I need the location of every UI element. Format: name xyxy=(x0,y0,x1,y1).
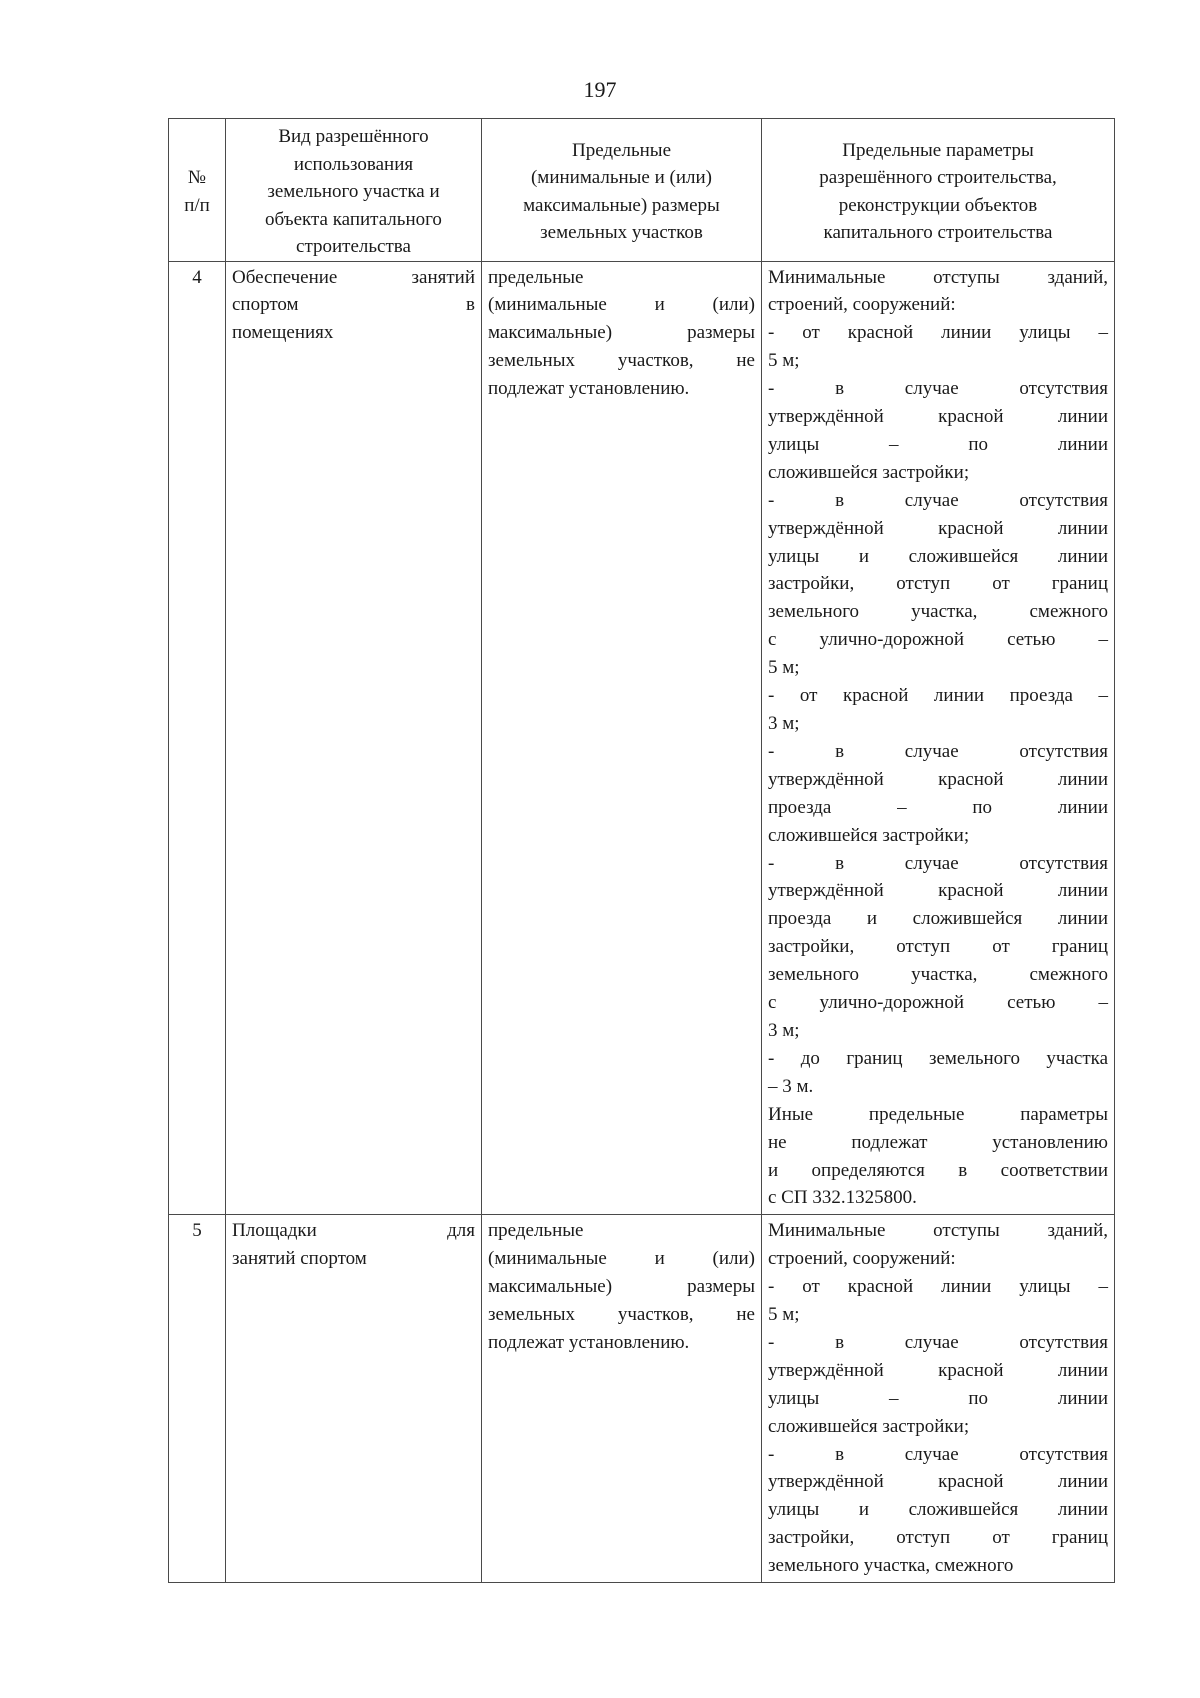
cell-line: - в случае отсутствия xyxy=(768,740,1108,762)
cell-line: – 3 м. xyxy=(768,1075,814,1097)
cell-params xyxy=(762,1215,1115,1583)
cell-line: 5 м; xyxy=(768,657,800,679)
cell-line: проезда и сложившейся линии xyxy=(768,908,1108,930)
cell-line: строений, сооружений: xyxy=(768,294,956,316)
cell-line: 3 м; xyxy=(768,1019,800,1041)
cell-line: и определяются в соответствии xyxy=(768,1159,1108,1181)
cell-line: подлежат установлению. xyxy=(488,378,690,400)
cell-line: с улично-дорожной сетью – xyxy=(768,629,1108,651)
cell-line: улицы и сложившейся линии xyxy=(768,1499,1108,1521)
cell-line: Обеспечение занятий xyxy=(232,266,475,288)
cell-line: (минимальные и (или) xyxy=(488,1248,755,1270)
cell-line: предельные xyxy=(488,266,584,288)
cell-line: утверждённой красной линии xyxy=(768,1359,1108,1381)
cell-line: утверждённой красной линии xyxy=(768,768,1108,790)
page-number: 197 xyxy=(583,77,617,102)
cell-line: занятий спортом xyxy=(232,1248,367,1270)
cell-line: застройки, отступ от границ xyxy=(768,573,1108,595)
regulations-table xyxy=(168,118,1115,1583)
table-header-row xyxy=(169,119,1115,262)
cell-line: (минимальные и (или) xyxy=(488,294,755,316)
cell-line: земельных участков, не xyxy=(488,350,755,372)
cell-line: не подлежат установлению xyxy=(768,1131,1108,1153)
cell-line: улицы – по линии xyxy=(768,1387,1108,1409)
cell-line: - в случае отсутствия xyxy=(768,489,1108,511)
cell-line: земельного участка, смежного xyxy=(768,964,1108,986)
cell-size xyxy=(482,1215,762,1583)
cell-line: - в случае отсутствия xyxy=(768,852,1108,874)
cell-line: утверждённой красной линии xyxy=(768,1471,1108,1493)
cell-line: земельных участков, не xyxy=(488,1304,755,1326)
cell-num: 5 xyxy=(169,1215,226,1583)
cell-line: 5 м; xyxy=(768,350,800,372)
cell-line: Минимальные отступы зданий, xyxy=(768,1220,1108,1242)
header-params: Предельные параметры разрешённого строительства, реконструкции объектов капитального строительства xyxy=(762,119,1115,262)
cell-line: сложившейся застройки; xyxy=(768,461,970,483)
cell-use xyxy=(226,1215,482,1583)
cell-line: сложившейся застройки; xyxy=(768,824,970,846)
table-body xyxy=(169,261,1115,1583)
cell-line: утверждённой красной линии xyxy=(768,517,1108,539)
cell-line: с улично-дорожной сетью – xyxy=(768,992,1108,1014)
cell-num: 4 xyxy=(169,261,226,1215)
cell-line: Иные предельные параметры xyxy=(768,1103,1108,1125)
cell-size xyxy=(482,261,762,1215)
cell-line: предельные xyxy=(488,1220,584,1242)
cell-line: 5 м; xyxy=(768,1304,800,1326)
header-size: Предельные (минимальные и (или) максимальные) размеры земельных участков xyxy=(482,119,762,262)
header-num: № п/п xyxy=(169,119,226,262)
cell-line: максимальные) размеры xyxy=(488,322,755,344)
cell-params xyxy=(762,261,1115,1215)
cell-line: - в случае отсутствия xyxy=(768,1331,1108,1353)
cell-line: проезда – по линии xyxy=(768,796,1108,818)
cell-line: застройки, отступ от границ xyxy=(768,1527,1108,1549)
cell-line: - в случае отсутствия xyxy=(768,1443,1108,1465)
cell-line: утверждённой красной линии xyxy=(768,880,1108,902)
cell-line: Минимальные отступы зданий, xyxy=(768,266,1108,288)
cell-line: - от красной линии улицы – xyxy=(768,322,1108,344)
cell-line: спортом в xyxy=(232,294,475,316)
cell-line: земельного участка, смежного xyxy=(768,1555,1014,1577)
cell-line: подлежат установлению. xyxy=(488,1331,690,1353)
cell-line: улицы и сложившейся линии xyxy=(768,545,1108,567)
table-row xyxy=(169,1215,1115,1583)
cell-line: застройки, отступ от границ xyxy=(768,936,1108,958)
cell-line: утверждённой красной линии xyxy=(768,406,1108,428)
cell-line: сложившейся застройки; xyxy=(768,1415,970,1437)
cell-line: - от красной линии проезда – xyxy=(768,685,1108,707)
header-use: Вид разрешённого использования земельного участка и объекта капитального строительства xyxy=(226,119,482,262)
cell-line: улицы – по линии xyxy=(768,433,1108,455)
cell-line: - в случае отсутствия xyxy=(768,378,1108,400)
cell-line: - до границ земельного участка xyxy=(768,1047,1108,1069)
cell-line: с СП 332.1325800. xyxy=(768,1187,917,1209)
cell-line: максимальные) размеры xyxy=(488,1276,755,1298)
cell-line: строений, сооружений: xyxy=(768,1248,956,1270)
cell-line: Площадки для xyxy=(232,1220,475,1242)
cell-line: помещениях xyxy=(232,322,334,344)
cell-line: - от красной линии улицы – xyxy=(768,1276,1108,1298)
table-row xyxy=(169,261,1115,1215)
cell-line: земельного участка, смежного xyxy=(768,601,1108,623)
cell-use xyxy=(226,261,482,1215)
cell-line: 3 м; xyxy=(768,713,800,734)
